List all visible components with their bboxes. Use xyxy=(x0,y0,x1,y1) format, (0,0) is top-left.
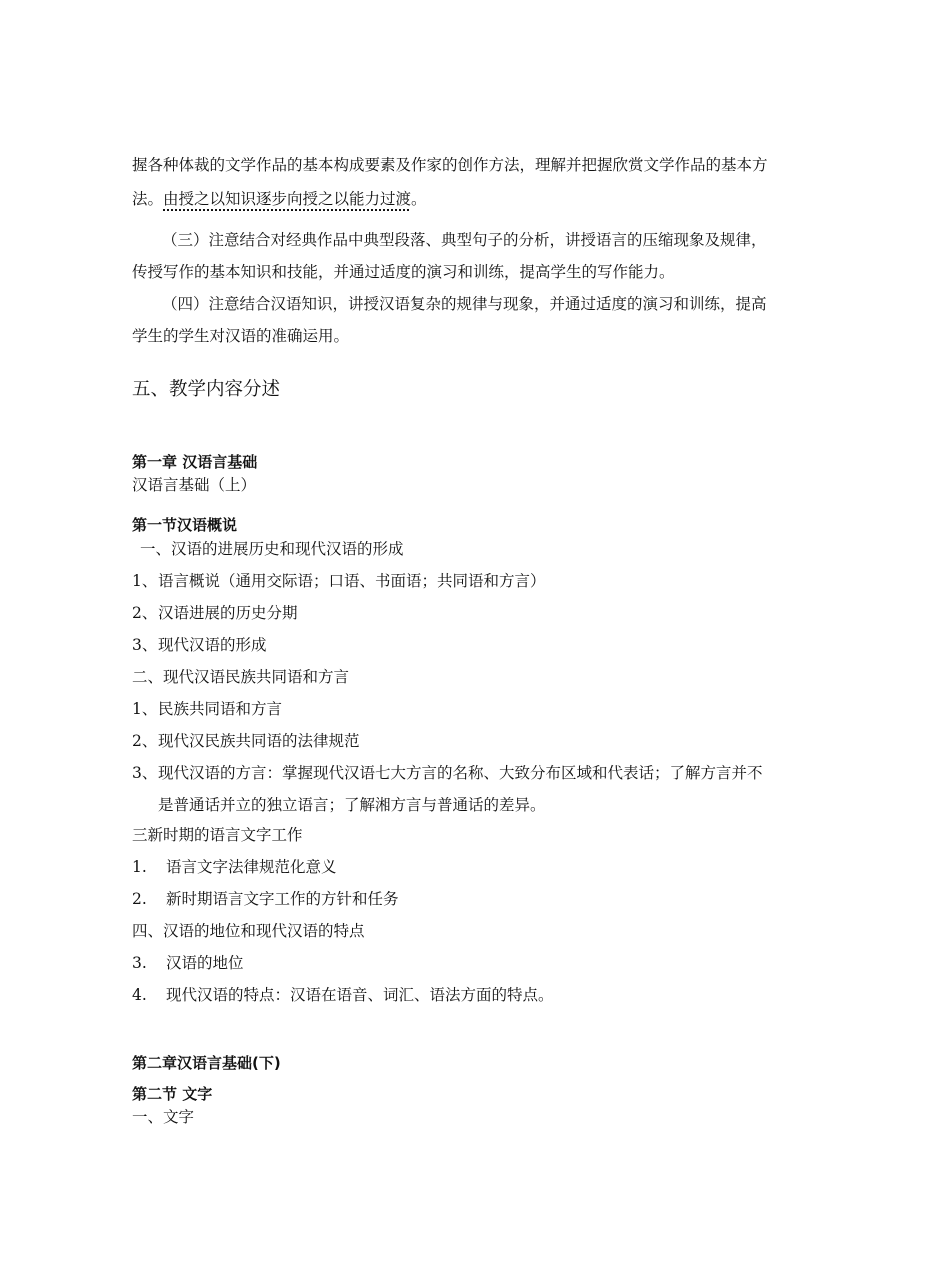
intro-emphasis-text: 由授之以知识逐步向授之以能力过渡 xyxy=(163,190,412,208)
chapter-2-part-1: 一、文字 xyxy=(132,1108,195,1126)
list-item: 1、语言概说（通用交际语；口语、书面语；共同语和方言） xyxy=(132,572,546,590)
chapter-2-section-title: 第二节 文字 xyxy=(132,1085,213,1103)
chapter-1-section-title: 第一节汉语概说 xyxy=(132,516,238,534)
chapter-1-part-2: 二、现代汉语民族共同语和方言 xyxy=(132,668,350,686)
intro-line-2 xyxy=(132,189,427,209)
section-heading: 五、教学内容分述 xyxy=(132,379,281,400)
chapter-1-subtitle: 汉语言基础（上） xyxy=(132,476,257,494)
point-3-line-2: 传授写作的基本知识和技能，并通过适度的演习和训练，提高学生的写作能力。 xyxy=(132,263,675,281)
point-4-line-2: 学生的学生对汉语的准确运用。 xyxy=(132,327,350,345)
list-item: 1. 语言文字法律规范化意义 xyxy=(132,858,337,876)
point-4-line-1: （四）注意结合汉语知识，讲授汉语复杂的规律与现象，并通过适度的演习和训练，提高 xyxy=(162,295,767,313)
intro-line-2-prefix: 法。 xyxy=(132,190,164,208)
chapter-1-part-3: 三新时期的语言文字工作 xyxy=(132,826,303,844)
list-item: 2、汉语进展的历史分期 xyxy=(132,604,298,622)
chapter-2-title: 第二章汉语言基础(下) xyxy=(132,1054,281,1072)
list-item: 2. 新时期语言文字工作的方针和任务 xyxy=(132,890,399,908)
list-item: 4. 现代汉语的特点：汉语在语音、词汇、语法方面的特点。 xyxy=(132,986,554,1004)
list-item: 1、民族共同语和方言 xyxy=(132,700,283,718)
point-3-line-1: （三）注意结合对经典作品中典型段落、典型句子的分析，讲授语言的压缩现象及规律， xyxy=(162,231,767,249)
list-item: 3、现代汉语的形成 xyxy=(132,636,267,654)
chapter-1-part-1: 一、汉语的进展历史和现代汉语的形成 xyxy=(140,540,404,558)
chapter-1-part-4: 四、汉语的地位和现代汉语的特点 xyxy=(132,922,365,940)
intro-line-2-suffix: 。 xyxy=(411,190,427,208)
chapter-1-title: 第一章 汉语言基础 xyxy=(132,453,258,471)
list-item-continuation: 是普通话并立的独立语言；了解湘方言与普通话的差异。 xyxy=(158,796,546,814)
list-item: 3、现代汉语的方言：掌握现代汉语七大方言的名称、大致分布区域和代表话；了解方言并不 xyxy=(132,764,763,782)
intro-line-1: 握各种体裁的文学作品的基本构成要素及作家的创作方法，理解并把握欣赏文学作品的基本方 xyxy=(132,156,768,174)
list-item: 3. 汉语的地位 xyxy=(132,954,244,972)
list-item: 2、现代汉民族共同语的法律规范 xyxy=(132,732,360,750)
